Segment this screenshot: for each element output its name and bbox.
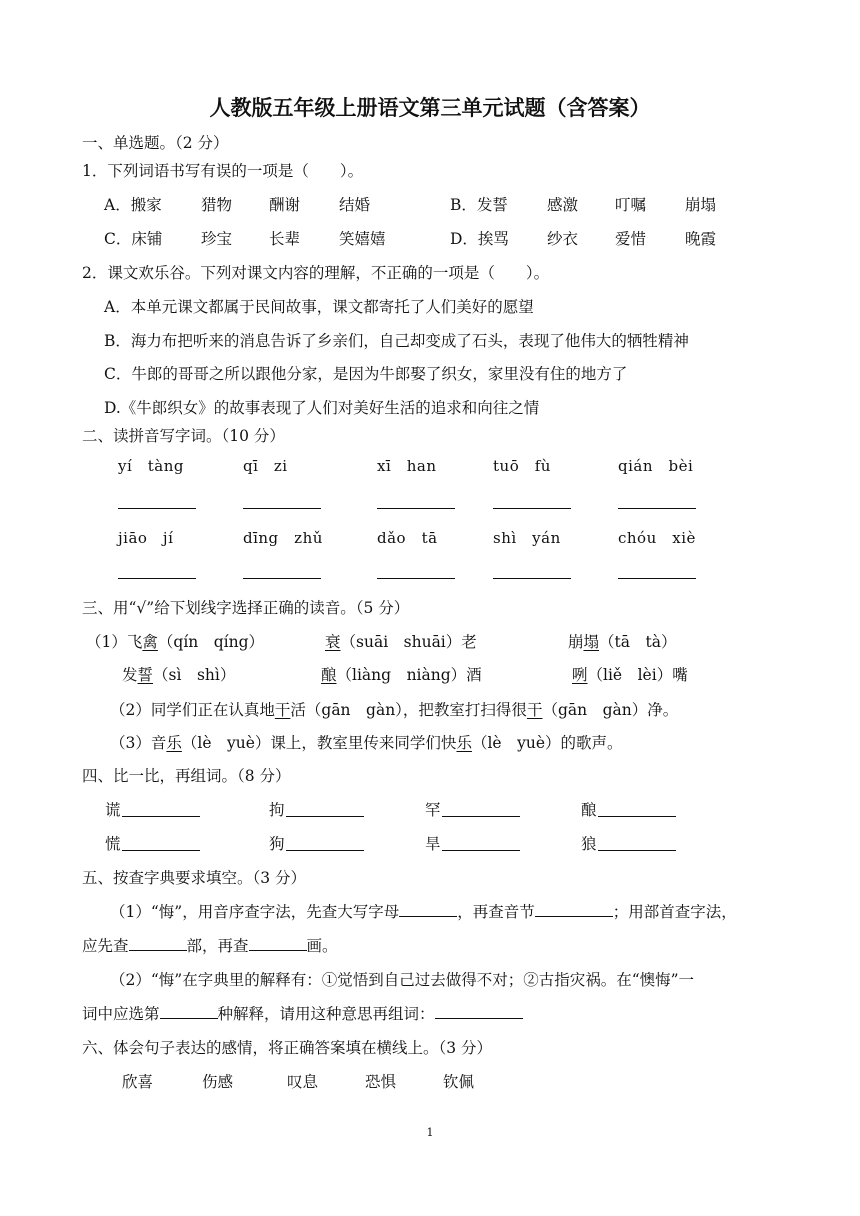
q2-stem: 2．课文欢乐谷。下列对课文内容的理解，不正确的一项是（ ）。	[82, 264, 550, 282]
dictionary-line	[82, 936, 338, 956]
answer-blank[interactable]	[118, 508, 196, 509]
reading-options[interactable]: （liàng niàng）酒	[336, 666, 482, 684]
emotion-option: 钦佩	[443, 1073, 475, 1091]
line-text: ，再查音节	[457, 903, 535, 921]
emotion-option: 叹息	[287, 1073, 319, 1091]
q2-option-b: B．海力布把听来的消息告诉了乡亲们，自己却变成了石头，表现了他伟大的牺牲精神	[104, 332, 689, 350]
reading-item	[572, 665, 688, 685]
underlined-char: 乐	[166, 734, 182, 752]
reading-sentence	[110, 733, 623, 753]
line-text: 种解释，请用这种意思再组词：	[217, 1005, 435, 1023]
q2-option-a: A．本单元课文都属于民间故事，课文都寄托了人们美好的愿望	[104, 298, 534, 316]
q1-option-d-word: 爱惜	[615, 230, 647, 248]
compare-char: 慌	[105, 835, 121, 853]
answer-blank[interactable]	[286, 816, 364, 817]
answer-blank[interactable]	[249, 936, 307, 951]
underlined-char: 咧	[572, 666, 588, 684]
underlined-char: 衰	[325, 633, 341, 651]
reading-item	[122, 665, 235, 685]
answer-blank[interactable]	[493, 508, 571, 509]
answer-blank[interactable]	[618, 508, 696, 509]
answer-blank[interactable]	[535, 902, 613, 917]
dictionary-line	[82, 1004, 523, 1024]
answer-blank[interactable]	[442, 816, 520, 817]
pinyin-prompt: qī zi	[243, 457, 288, 475]
sentence-text[interactable]: （gān gàn）净。	[542, 701, 679, 719]
pinyin-prompt: tuō fù	[493, 457, 551, 475]
underlined-char: 干	[526, 701, 543, 719]
pinyin-prompt: dǎo tā	[377, 529, 438, 547]
line-text: ；用部首查字法，	[612, 903, 737, 921]
reading-options[interactable]: （tā tà）	[599, 633, 677, 651]
reading-item	[86, 632, 264, 652]
reading-item	[568, 632, 676, 652]
q1-option-a-word: 酬谢	[269, 196, 301, 214]
section-4-heading: 四、比一比，再组词。（8 分）	[82, 767, 291, 785]
q1-option-b-word: 崩塌	[685, 196, 717, 214]
emotion-option: 欣喜	[122, 1073, 154, 1091]
underlined-char: 乐	[456, 734, 472, 752]
underlined-char: 干	[274, 701, 291, 719]
dictionary-line	[110, 902, 737, 922]
section-1-heading: 一、单选题。（2 分）	[82, 134, 229, 152]
q1-option-c-word: C．床铺	[104, 230, 163, 248]
reading-item	[321, 665, 482, 685]
answer-blank[interactable]	[286, 850, 364, 851]
underlined-char: 酿	[321, 666, 337, 684]
reading-item	[325, 632, 477, 652]
q1-option-c-word: 长辈	[269, 230, 301, 248]
answer-blank[interactable]	[377, 508, 455, 509]
q1-option-a-word: 结婚	[339, 196, 371, 214]
page-number: 1	[426, 1126, 434, 1139]
answer-blank[interactable]	[618, 578, 696, 579]
reading-item-text: （1）飞	[86, 633, 143, 651]
q2-option-d: D.《牛郎织女》的故事表现了人们对美好生活的追求和向往之情	[104, 399, 540, 417]
line-text: 词中应选第	[82, 1005, 160, 1023]
pinyin-prompt: dīng zhǔ	[243, 529, 323, 547]
pinyin-prompt: shì yán	[493, 529, 561, 547]
sentence-text[interactable]: （lè yuè）的歌声。	[471, 734, 623, 752]
compare-char: 狼	[581, 835, 597, 853]
underlined-char: 誓	[137, 666, 154, 684]
compare-char: 旱	[425, 835, 441, 853]
reading-options[interactable]: （qín qíng）	[157, 633, 265, 651]
emotion-option: 恐惧	[365, 1073, 397, 1091]
emotion-option: 伤感	[202, 1073, 234, 1091]
q1-option-d-word: 晚霞	[685, 230, 717, 248]
section-5-heading: 五、按查字典要求填空。（3 分）	[82, 869, 307, 887]
q1-option-d-word: D．挨骂	[450, 230, 509, 248]
q1-stem: 1．下列词语书写有误的一项是（ ）。	[82, 162, 364, 180]
answer-blank[interactable]	[160, 1004, 218, 1019]
pinyin-prompt: yí tàng	[118, 457, 185, 475]
line-text: 画。	[306, 937, 338, 955]
answer-blank[interactable]	[243, 578, 321, 579]
pinyin-prompt: chóu xiè	[618, 529, 696, 547]
answer-blank[interactable]	[598, 850, 676, 851]
compare-char: 拘	[269, 801, 285, 819]
pinyin-prompt: qián bèi	[618, 457, 694, 475]
q1-option-a-word: A．搬家	[104, 196, 162, 214]
answer-blank[interactable]	[598, 816, 676, 817]
q1-option-b-word: B．发誓	[450, 196, 508, 214]
reading-sentence	[110, 700, 678, 720]
section-2-heading: 二、读拼音写字词。（10 分）	[82, 427, 285, 445]
answer-blank[interactable]	[243, 508, 321, 509]
sentence-text: （2）同学们正在认真地	[110, 701, 275, 719]
section-6-heading: 六、体会句子表达的感情，将正确答案填在横线上。（3 分）	[82, 1039, 493, 1057]
reading-options[interactable]: （suāi shuāi）老	[340, 633, 477, 651]
q1-option-c-word: 笑嬉嬉	[339, 230, 386, 248]
compare-char: 谎	[105, 801, 121, 819]
answer-blank[interactable]	[122, 816, 200, 817]
page-title: 人教版五年级上册语文第三单元试题（含答案）	[209, 95, 651, 120]
sentence-text: （3）音	[110, 734, 167, 752]
answer-blank[interactable]	[399, 902, 457, 917]
answer-blank[interactable]	[435, 1004, 523, 1019]
answer-blank[interactable]	[122, 850, 200, 851]
section-3-heading: 三、用“√”给下划线字选择正确的读音。（5 分）	[82, 599, 410, 617]
q1-option-c-word: 珍宝	[201, 230, 233, 248]
answer-blank[interactable]	[118, 578, 196, 579]
reading-item-text: 发	[122, 666, 138, 684]
pinyin-prompt: jiāo jí	[118, 529, 174, 547]
q2-option-c: C．牛郎的哥哥之所以跟他分家，是因为牛郎娶了织女，家里没有住的地方了	[104, 365, 628, 383]
answer-blank[interactable]	[442, 850, 520, 851]
compare-char: 酿	[581, 801, 597, 819]
sentence-text[interactable]: 活（gān gàn），把教室打扫得很	[290, 701, 527, 719]
answer-blank[interactable]	[493, 578, 571, 579]
underlined-char: 塌	[583, 633, 600, 651]
dictionary-line: （2）“悔”在字典里的解释有：①觉悟到自己过去做得不对；②古指灾祸。在“懊悔”一	[110, 971, 695, 989]
underlined-char: 禽	[142, 633, 158, 651]
q1-option-b-word: 感激	[547, 196, 579, 214]
answer-blank[interactable]	[129, 936, 187, 951]
line-text: 部，再查	[186, 937, 249, 955]
q1-option-b-word: 叮嘱	[615, 196, 647, 214]
sentence-text[interactable]: （lè yuè）课上，教室里传来同学们快	[181, 734, 457, 752]
compare-char: 罕	[425, 801, 441, 819]
q1-option-a-word: 猎物	[201, 196, 233, 214]
pinyin-prompt: xī han	[377, 457, 437, 475]
compare-char: 狗	[269, 835, 285, 853]
line-text: 应先查	[82, 937, 129, 955]
reading-item-text: 崩	[568, 633, 584, 651]
answer-blank[interactable]	[377, 578, 455, 579]
reading-options[interactable]: （liě lèi）嘴	[587, 666, 688, 684]
reading-options[interactable]: （sì shì）	[153, 666, 236, 684]
q1-option-d-word: 纱衣	[547, 230, 579, 248]
line-text: （1）“悔”，用音序查字法，先查大写字母	[110, 903, 400, 921]
